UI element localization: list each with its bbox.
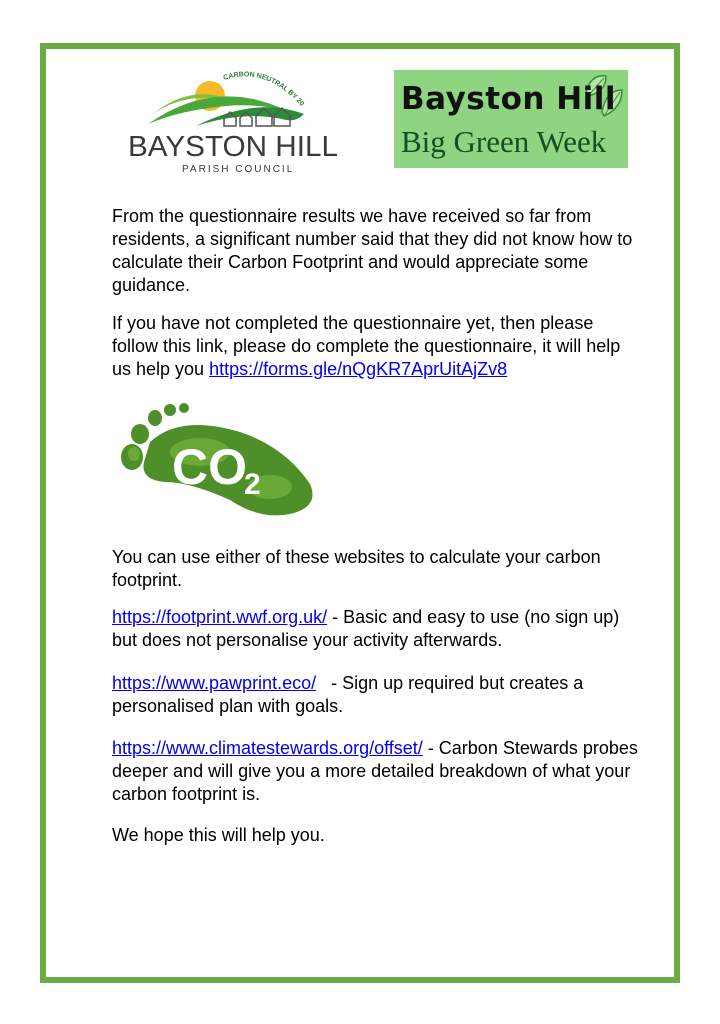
- websites-intro: You can use either of these websites to calculate your carbon footprint.: [112, 547, 601, 590]
- site-entry: [112, 737, 640, 806]
- site-entry: [112, 672, 640, 718]
- logo-arc-text: CARBON NEUTRAL BY 20: [222, 71, 306, 108]
- big-green-week-logo: [394, 70, 628, 168]
- wwf-link[interactable]: https://footprint.wwf.org.uk/: [112, 607, 328, 627]
- co2-subscript: 2: [244, 468, 261, 501]
- parish-council-logo: [126, 66, 342, 174]
- site-entry: [112, 606, 640, 652]
- event-title: Bayston Hill: [401, 81, 617, 117]
- pawprint-description: - Sign up required but creates a personalised plan with goals.: [112, 673, 589, 716]
- event-subtitle: Big Green Week: [401, 124, 607, 159]
- wwf-description: - Basic and easy to use (no sign up) but does not personalise your activity afterwards.: [112, 607, 620, 650]
- questionnaire-paragraph: [112, 312, 640, 381]
- questionnaire-link[interactable]: https://forms.gle/nQgKR7AprUitAjZv8: [209, 359, 508, 379]
- logo-name: BAYSTON HILL: [128, 131, 338, 163]
- climatestewards-link[interactable]: https://www.climatestewards.org/offset/: [112, 738, 423, 758]
- climatestewards-description: - Carbon Stewards probes deeper and will give you a more detailed breakdown of what your carbon footprint is.: [112, 738, 638, 804]
- pawprint-link[interactable]: https://www.pawprint.eco/: [112, 673, 317, 693]
- logo-subtitle: PARISH COUNCIL: [182, 164, 295, 174]
- closing-text: We hope this will help you.: [112, 825, 325, 845]
- co2-footprint-image: [110, 402, 320, 522]
- questionnaire-text: If you have not completed the questionnaire yet, then please follow this link, please do complete the questionnaire, it will help us help you: [112, 313, 621, 379]
- co2-label: CO: [172, 439, 247, 495]
- intro-paragraph: From the questionnaire results we have received so far from residents, a significant number said that they did not know how to calculate their Carbon Footprint and would appreciate some guidance.: [112, 206, 633, 295]
